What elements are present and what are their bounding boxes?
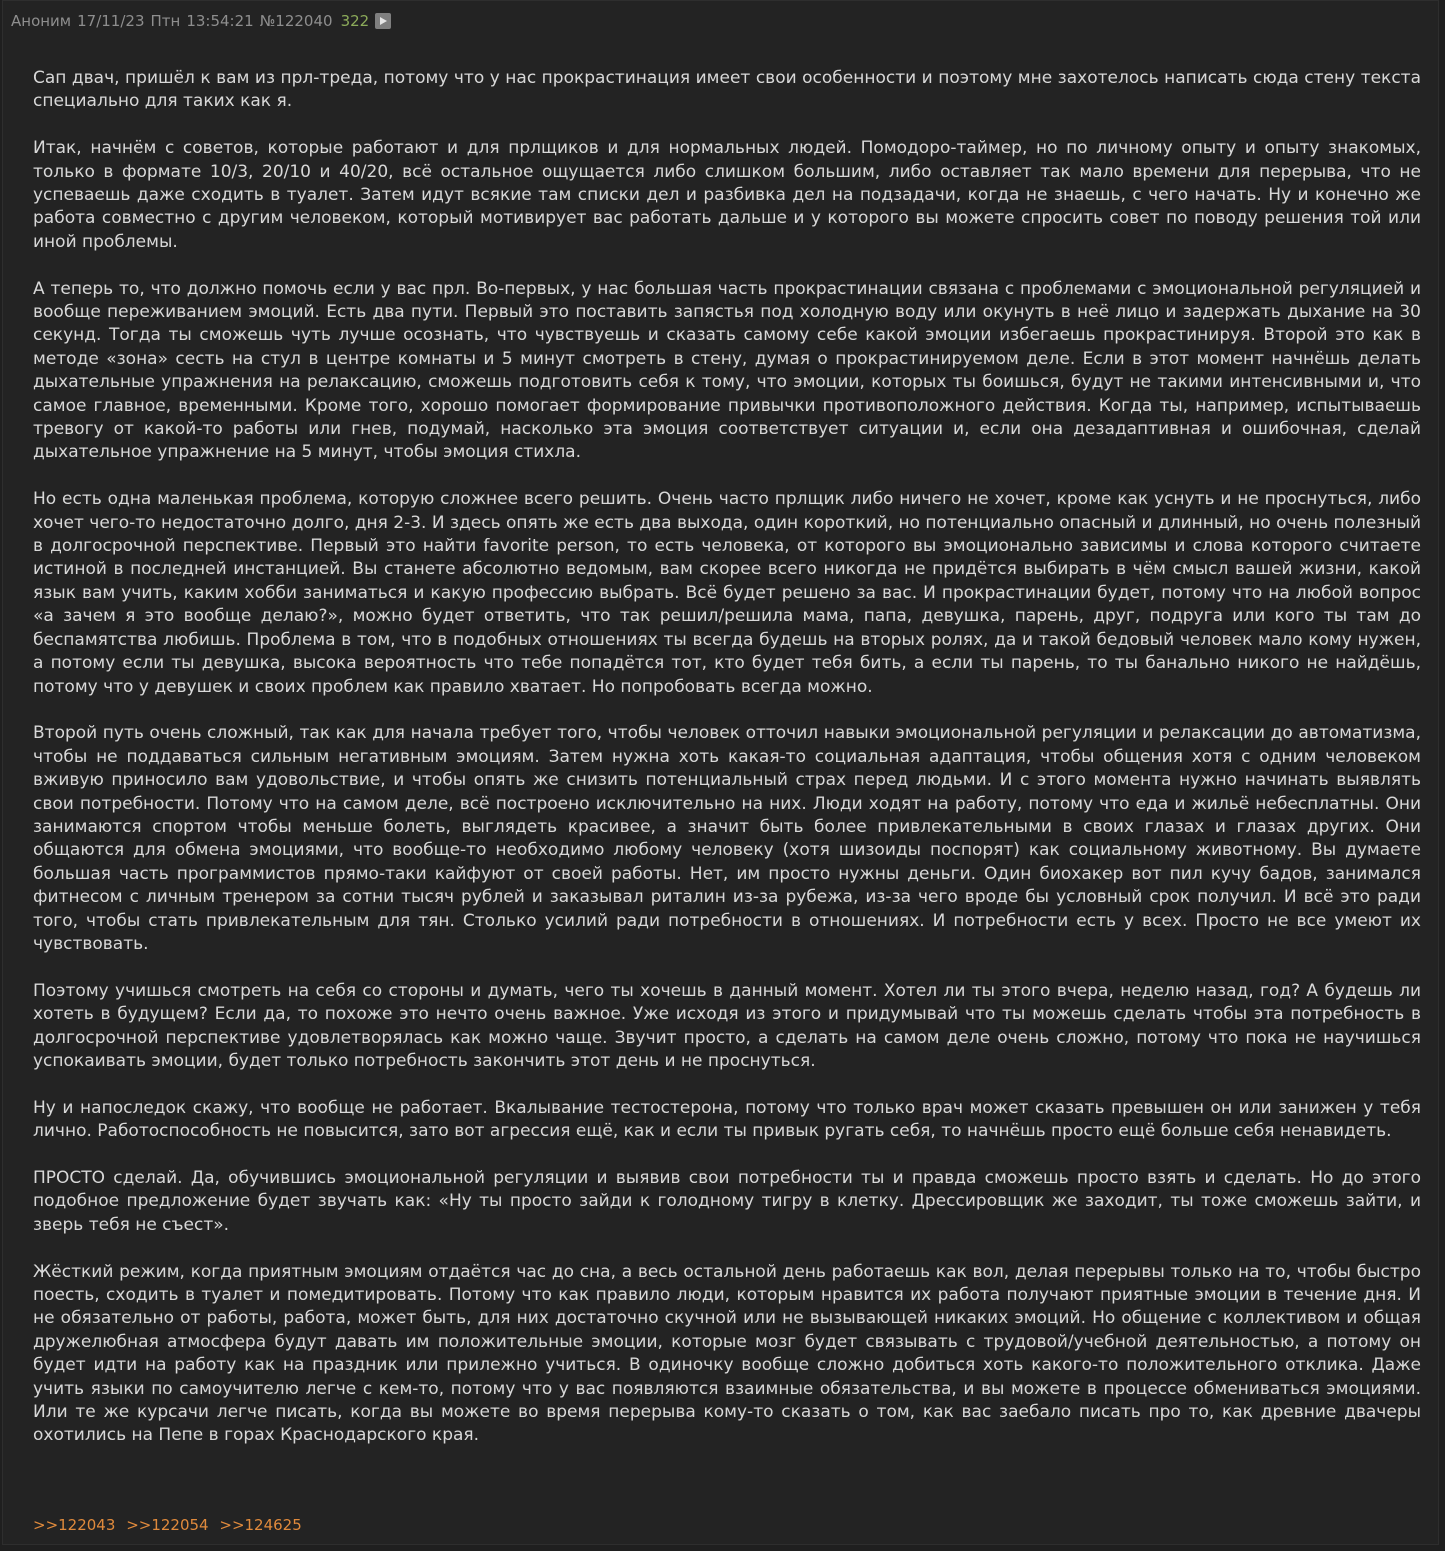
post-weekday: Птн	[150, 12, 181, 30]
reply-count: 322	[340, 12, 370, 30]
post-number[interactable]: №122040	[259, 12, 333, 30]
post-header	[11, 11, 391, 31]
post-paragraph: Жёсткий режим, когда приятным эмоциям отдаётся час до сна, а весь остальной день работаешь как вол, делая перерывы только на то, чтобы быстро поесть, сходить в туалет и помедитировать. Потому что как правило люди, которым нравится их работа получают приятные эмоции в течение дня. И не обязательно от работы, работа, может быть, для них достаточно скучной или не вызывающей никаких эмоций. Но общение с коллективом и общая дружелюбная атмосфера будут давать им положительные эмоции, которые мозг будет связывать с трудовой/учебной деятельностью, а потому он будет идти на работу как на праздник или прилежно учиться. В одиночку вообще сложно добиться хоть какого-то положительного отклика. Даже учить языки по самоучителю легче с кем-то, потому что у вас появляются взаимные обязательства, и вы можете в процессе обмениваться эмоциями. Или те же курсачи легче писать, когда вы можете во время перерыва кому-то сказать о том, как вас заебало писать про то, как древние двачеры охотились на Пепе в горах Краснодарского края.	[33, 1261, 1421, 1446]
post-paragraph: Ну и напоследок скажу, что вообще не работает. Вкалывание тестостерона, потому что только врач может сказать превышен он или занижен у тебя лично. Работоспособность не повысится, зато вот агрессия ещё, как и если ты привык ругать себя, то начнёшь просто ещё больше себя ненавидеть.	[33, 1097, 1421, 1142]
post-paragraph: Но есть одна маленькая проблема, которую сложнее всего решить. Очень часто прлщик либо ничего не хочет, кроме как уснуть и не проснуться, либо хочет чего-то недостаточно долго, дня 2-3. И здесь опять же есть два выхода, один короткий, но потенциально опасный и длинный, но очень полезный в долгосрочной перспективе. Первый это найти favorite person, то есть человека, от которого вы эмоционально зависимы и слова которого считаете истиной в последней инстанцией. Вы станете абсолютно ведомым, вам скорее всего никогда не придётся выбирать в чём смысл вашей жизни, какой язык вам учить, каким хобби заниматься и какую профессию выбрать. Всё будет решено за вас. И прокрастинации будет, потому что на любой вопрос «а зачем я это вообще делаю?», можно будет ответить, что так решил/решила мама, папа, девушка, парень, друг, подруга или кого ты там до беспамятства любишь. Проблема в том, что в подобных отношениях ты всегда будешь на вторых ролях, да и такой бедовый человек мало кому нужен, а потому если ты девушка, высока вероятность что тебе попадётся тот, кто будет тебя бить, а если ты парень, то ты банально никого не найдёшь, потому что у девушек и своих проблем как правило хватает. Но попробовать всегда можно.	[33, 489, 1421, 697]
post-paragraph: Сап двач, пришёл к вам из прл-треда, потому что у нас прокрастинация имеет свои особенности и поэтому мне захотелось написать сюда стену текста специально для таких как я.	[33, 68, 1421, 112]
post-paragraph: А теперь то, что должно помочь если у вас прл. Во-первых, у нас большая часть прокрастинации связана с проблемами с эмоциональной регуляцией и вообще переживанием эмоций. Есть два пути. Первый это поставить запястья под холодную воду или окунуть в неё лицо и задержать дыхание на 30 секунд. Тогда ты сможешь чуть лучше осознать, что чувствуешь и сказать самому себе какой эмоции избегаешь прокрастинируя. Второй это как в методе «зона» сесть на стул в центре комнаты и 5 минут смотреть в стену, думая о прокрастинируемом деле. Если в этот момент начнёшь делать дыхательные упражнения на релаксацию, сможешь подготовить себя к тому, что эмоции, которых ты боишься, будут не такими интенсивными и, что самое главное, временными. Кроме того, хорошо помогает формирование привычки противоположного действия. Когда ты, например, испытываешь тревогу от какой-то работы или гнев, подумай, насколько эта эмоция соответствует ситуации и, если она дезадаптивная и ошибочная, сделай дыхательное упражнение на 5 минут, чтобы эмоция стихла.	[33, 278, 1421, 463]
post-paragraph: Второй путь очень сложный, так как для начала требует того, чтобы человек отточил навыки эмоциональной регуляции и релаксации до автоматизма, чтобы не поддаваться сильным негативным эмоциям. Затем нужна хоть какая-то социальная адаптация, чтобы общения хотя с одним человеком вживую приносило вам удовольствие, и чтобы опять же снизить потенциальный страх перед людьми. И с этого момента нужно начинать выявлять свои потребности. Потому что на самом деле, всё построено исключительно на них. Люди ходят на работу, потому что еда и жильё небесплатны. Они занимаются спортом чтобы меньше болеть, выглядеть красивее, а значит быть более привлекательными в своих глазах и глазах других. Они общаются для обмена эмоциями, что вообще-то необходимо любому человеку (хотя шизоиды поспорят) как социальному животному. Вы думаете большая часть программистов прямо-таки кайфуют от своей работы. Нет, им просто нужны деньги. Один биохакер вот пил кучу бадов, занимался фитнесом с личным тренером за сотни тысяч рублей и заказывал риталин из-за рубежа, из-за чего вроде бы условный срок получил. И всё это ради того, чтобы стать привлекательным для тян. Столько усилий ради потребности в отношениях. И потребности есть у всех. Просто не все умеют их чувствовать.	[33, 723, 1421, 954]
post-date: 17/11/23	[77, 12, 145, 30]
reply-link[interactable]: >>122043	[33, 1516, 116, 1534]
post-paragraph: Поэтому учишься смотреть на себя со стороны и думать, чего ты хочешь в данный момент. Хотел ли ты этого вчера, неделю назад, год? А будешь ли хотеть в будущем? Если да, то похоже это нечто очень важное. Уже исходя из этого и придумывай что ты можешь сделать чтобы эта потребность в долгосрочной перспективе удовлетворялась как можно чаще. Звучит просто, а сделать на самом деле очень сложно, потому что пока не научишься успокаивать эмоции, будет только потребность закончить этот день и не проснуться.	[33, 980, 1421, 1071]
post-paragraph: ПРОСТО сделай. Да, обучившись эмоциональной регуляции и выявив свои потребности ты и правда сможешь просто взять и сделать. Но до этого подобное предложение будет звучать как: «Ну ты просто зайди к голодному тигру в клетку. Дрессировщик же заходит, ты тоже сможешь зайти, и зверь тебя не съест».	[33, 1167, 1421, 1235]
post-author: Аноним	[11, 12, 72, 30]
post	[2, 0, 1439, 1545]
post-time: 13:54:21	[186, 12, 254, 30]
replies	[33, 1515, 308, 1535]
reply-link[interactable]: >>124625	[219, 1516, 302, 1534]
post-body	[33, 67, 1421, 1471]
play-icon[interactable]	[375, 13, 391, 29]
post-paragraph: Итак, начнём с советов, которые работают и для прлщиков и для нормальных людей. Помодоро-таймер, но по личному опыту и опыту знакомых, только в формате 10/3, 20/10 и 40/20, всё остальное ощущается либо слишком большим, либо оставляет так мало времени для перерыва, что не успеваешь даже сходить в туалет. Затем идут всякие там списки дел и разбивка дел на подзадачи, когда не знаешь, с чего начать. Ну и конечно же работа совместно с другим человеком, который мотивирует вас работать дальше и у которого вы можете спросить совет по поводу решения той или иной проблемы.	[33, 138, 1421, 252]
reply-link[interactable]: >>122054	[126, 1516, 209, 1534]
